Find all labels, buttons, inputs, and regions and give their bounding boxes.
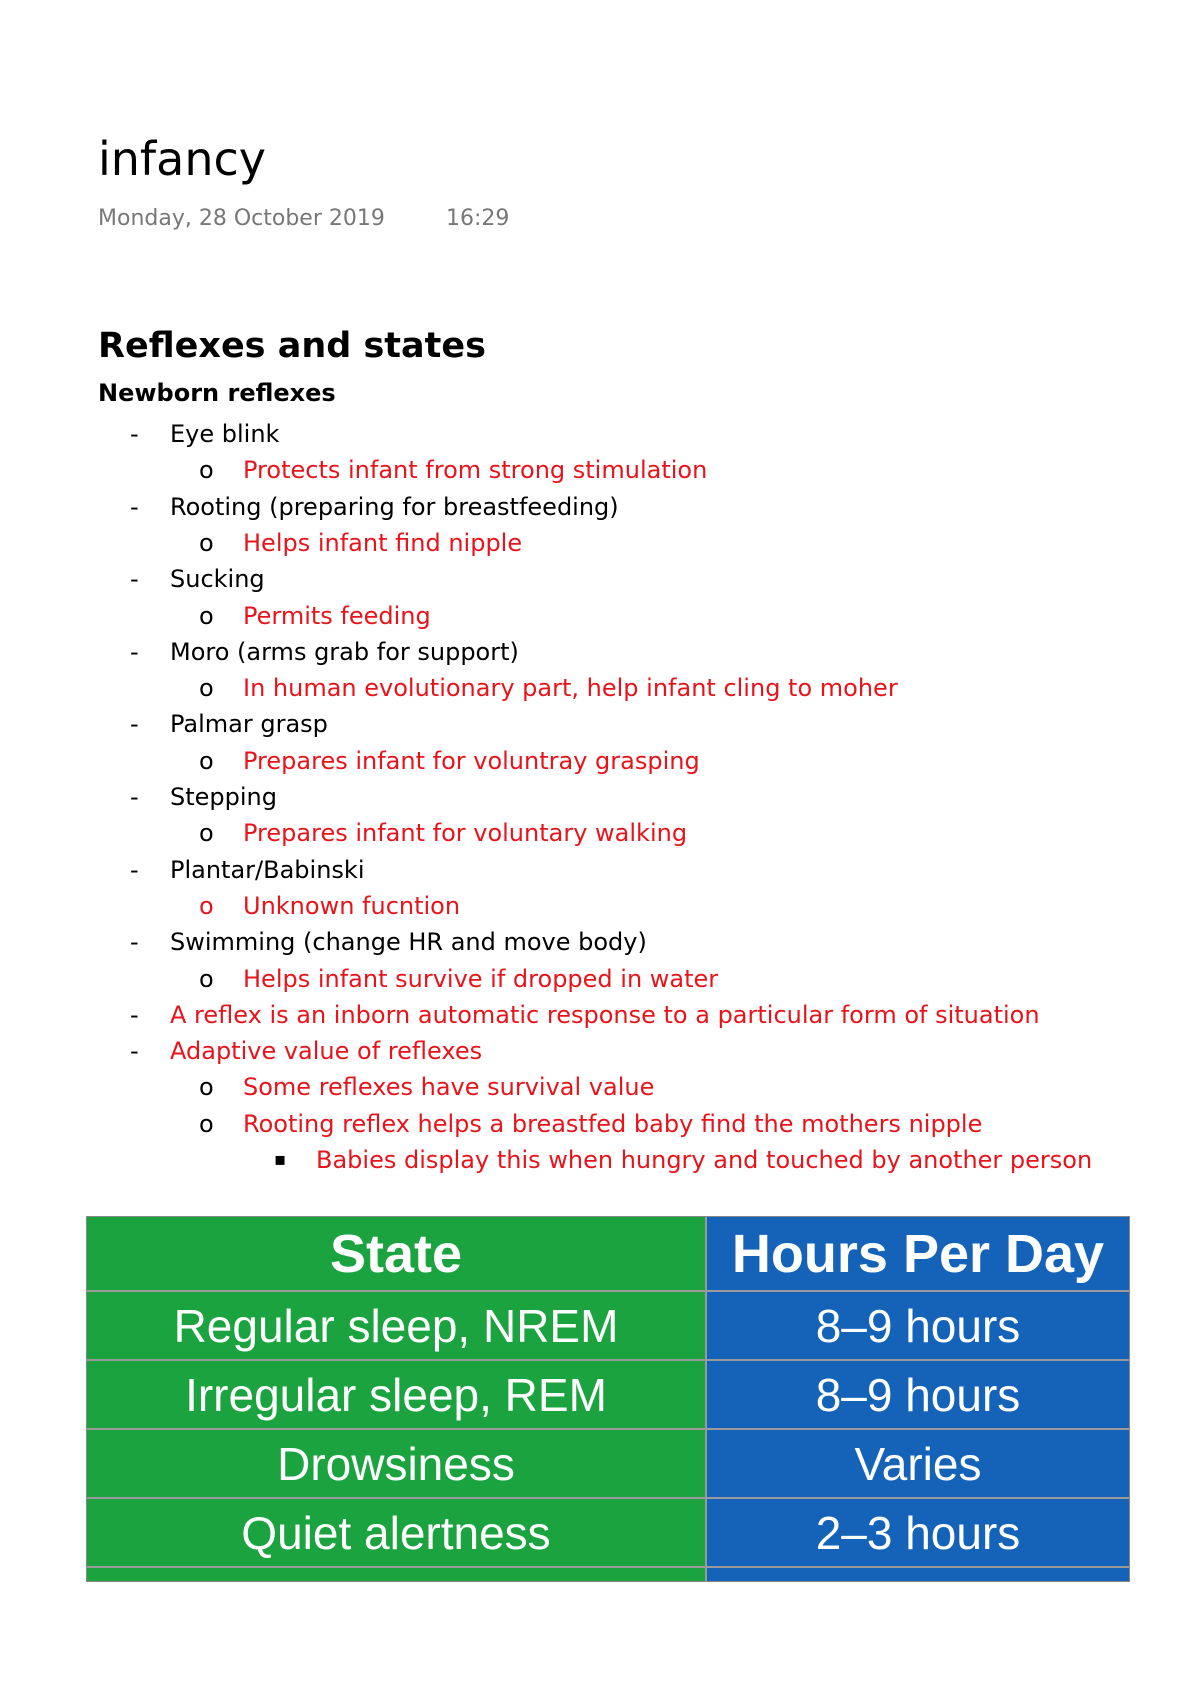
list-item-text: Babies display this when hungry and touched by another person: [316, 1146, 1093, 1174]
list-item-text: Palmar grasp: [170, 710, 328, 739]
list-item-text: Prepares infant for voluntary walking: [243, 819, 688, 848]
table-row: [87, 1499, 1129, 1568]
dash-bullet-icon: -: [130, 1037, 139, 1066]
table-header-state: State: [87, 1217, 707, 1290]
circle-bullet-icon: o: [199, 1109, 214, 1138]
list-item-text: Plantar/Babinski: [170, 855, 365, 884]
dash-bullet-icon: -: [130, 855, 139, 884]
table-row: [87, 1361, 1129, 1430]
table-cell-state: [87, 1568, 707, 1582]
list-item-text: Protects infant from strong stimulation: [243, 456, 708, 485]
table-row: [87, 1292, 1129, 1361]
table-cell-hours: 8–9 hours: [707, 1361, 1129, 1428]
states-table: [86, 1216, 1130, 1582]
table-cell-state: Regular sleep, NREM: [87, 1292, 707, 1359]
dash-bullet-icon: -: [130, 928, 139, 957]
list-item-text: Helps infant find nipple: [243, 528, 523, 557]
table-row: [87, 1430, 1129, 1499]
list-item-text: Permits feeding: [243, 601, 431, 630]
section-heading: Reflexes and states: [98, 326, 486, 366]
section-subheading: Newborn reflexes: [98, 379, 336, 407]
circle-bullet-icon: o: [199, 964, 214, 993]
table-header-row: [87, 1217, 1129, 1292]
table-cell-hours: 8–9 hours: [707, 1292, 1129, 1359]
square-bullet-icon: ▪: [274, 1149, 287, 1170]
dash-bullet-icon: -: [130, 1000, 139, 1029]
list-item-text: Rooting reflex helps a breastfed baby find the mothers nipple: [243, 1109, 983, 1138]
list-item-text: Stepping: [170, 783, 277, 811]
circle-bullet-icon: o: [199, 456, 214, 485]
circle-bullet-icon: o: [199, 819, 214, 848]
circle-bullet-icon: o: [199, 746, 214, 775]
list-item-text: A reflex is an inborn automatic response to a particular form of situation: [170, 1000, 1040, 1029]
circle-bullet-icon: o: [199, 601, 214, 630]
list-item-text: Adaptive value of reflexes: [170, 1037, 483, 1066]
page-date: Monday, 28 October 2019: [98, 206, 385, 231]
circle-bullet-icon: o: [199, 528, 214, 557]
list-item-text: Unknown fucntion: [243, 891, 461, 920]
page-time: 16:29: [446, 206, 510, 231]
table-header-hours: Hours Per Day: [707, 1217, 1129, 1290]
table-cell-state: Irregular sleep, REM: [87, 1361, 707, 1428]
list-item-text: Moro (arms grab for support): [170, 637, 519, 666]
table-cell-hours: 2–3 hours: [707, 1499, 1129, 1566]
circle-bullet-icon: o: [199, 1073, 214, 1102]
list-item-text: Swimming (change HR and move body): [170, 928, 647, 957]
table-cell-hours: [707, 1568, 1129, 1582]
list-item-text: Helps infant survive if dropped in water: [243, 964, 719, 993]
dash-bullet-icon: -: [130, 637, 139, 666]
list-item-text: Some reflexes have survival value: [243, 1073, 655, 1102]
dash-bullet-icon: -: [130, 492, 139, 521]
dash-bullet-icon: -: [130, 783, 139, 811]
list-item-text: Prepares infant for voluntray grasping: [243, 746, 700, 775]
table-cell-hours: Varies: [707, 1430, 1129, 1497]
table-cell-state: Drowsiness: [87, 1430, 707, 1497]
list-item-text: Sucking: [170, 565, 265, 594]
page-title: infancy: [98, 132, 266, 186]
list-item-text: In human evolutionary part, help infant cling to moher: [243, 674, 898, 703]
list-item-text: Rooting (preparing for breastfeeding): [170, 492, 619, 521]
circle-bullet-icon: o: [199, 891, 214, 920]
table-row-cutoff: [87, 1568, 1129, 1582]
dash-bullet-icon: -: [130, 565, 139, 594]
dash-bullet-icon: -: [130, 420, 139, 448]
table-cell-state: Quiet alertness: [87, 1499, 707, 1566]
list-item-text: Eye blink: [170, 420, 280, 448]
circle-bullet-icon: o: [199, 674, 214, 703]
dash-bullet-icon: -: [130, 710, 139, 739]
